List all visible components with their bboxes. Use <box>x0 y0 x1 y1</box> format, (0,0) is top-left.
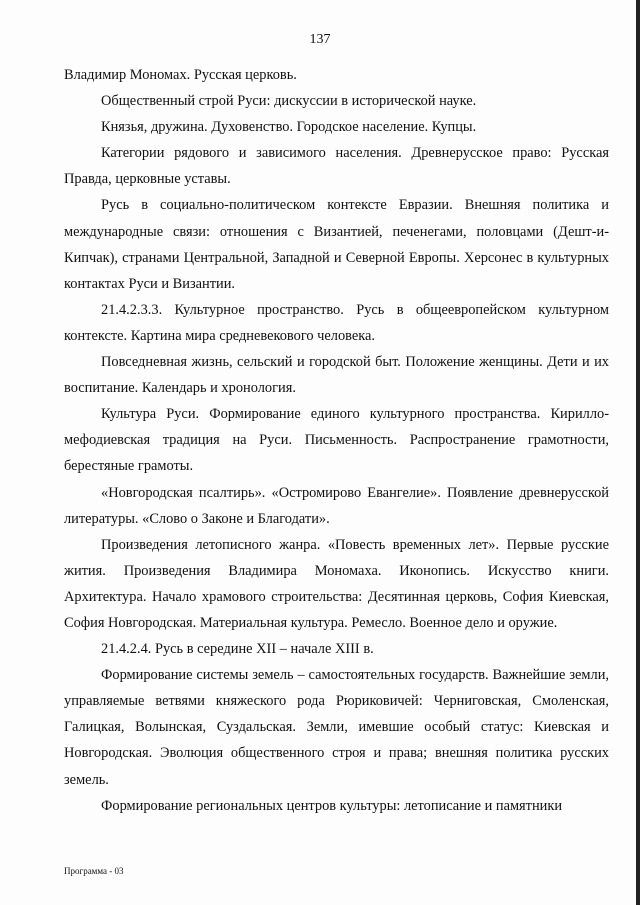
page-number: 137 <box>309 32 331 47</box>
paragraph: Общественный строй Руси: дискуссии в исторической науке. <box>101 93 477 110</box>
scan-edge <box>636 0 640 905</box>
paragraph: Владимир Мономах. Русская церковь. <box>64 67 297 83</box>
section-heading: 21.4.2.3.3. Культурное пространство. Русь в общеевропейском культурном контексте. Картина мира средневекового человека. <box>64 301 609 344</box>
footer-label: Программа - 03 <box>64 866 124 876</box>
paragraph: Князья, дружина. Духовенство. Городское население. Купцы. <box>101 119 477 136</box>
paragraph: Произведения летописного жанра. «Повесть временных лет». Первые русские жития. Произведения Владимира Мономаха. Иконопись. Искусство книги. Архитектура. Начало храмового строительства: Десятинная церковь, София Киевская, София Новгородская. Материальная культура. Ремесло. Военное дело и оружие. <box>64 536 609 631</box>
body-text <box>64 62 609 819</box>
paragraph: Формирование региональных центров культуры: летописание и памятники <box>101 797 563 814</box>
section-heading: 21.4.2.4. Русь в середине XII – начале XIII в. <box>101 641 374 658</box>
paragraph: Формирование системы земель – самостоятельных государств. Важнейшие земли, управляемые ветвями княжеского рода Рюриковичей: Черниговская, Смоленская, Галицкая, Волынская, Суздальская. Земли, имевшие особый статус: Киевская и Новгородская. Эволюция общественного строя и права; внешняя политика русских земель. <box>64 667 609 788</box>
paragraph: «Новгородская псалтирь». «Остромирово Евангелие». Появление древнерусской литературы. «Слово о Законе и Благодати». <box>64 484 609 527</box>
paragraph: Повседневная жизнь, сельский и городской быт. Положение женщины. Дети и их воспитание. Календарь и хронология. <box>64 354 609 397</box>
paragraph: Категории рядового и зависимого населения. Древнерусское право: Русская Правда, церковные уставы. <box>64 145 609 188</box>
paragraph: Культура Руси. Формирование единого культурного пространства. Кирилло-мефодиевская традиция на Руси. Письменность. Распространение грамотности, берестяные грамоты. <box>64 406 609 475</box>
paragraph: Русь в социально-политическом контексте Евразии. Внешняя политика и международные связи: отношения с Византией, печенегами, половцами (Дешт-и-Кипчак), странами Центральной, Западной и Северной Европы. Херсонес в культурных контактах Руси и Византии. <box>64 197 609 292</box>
